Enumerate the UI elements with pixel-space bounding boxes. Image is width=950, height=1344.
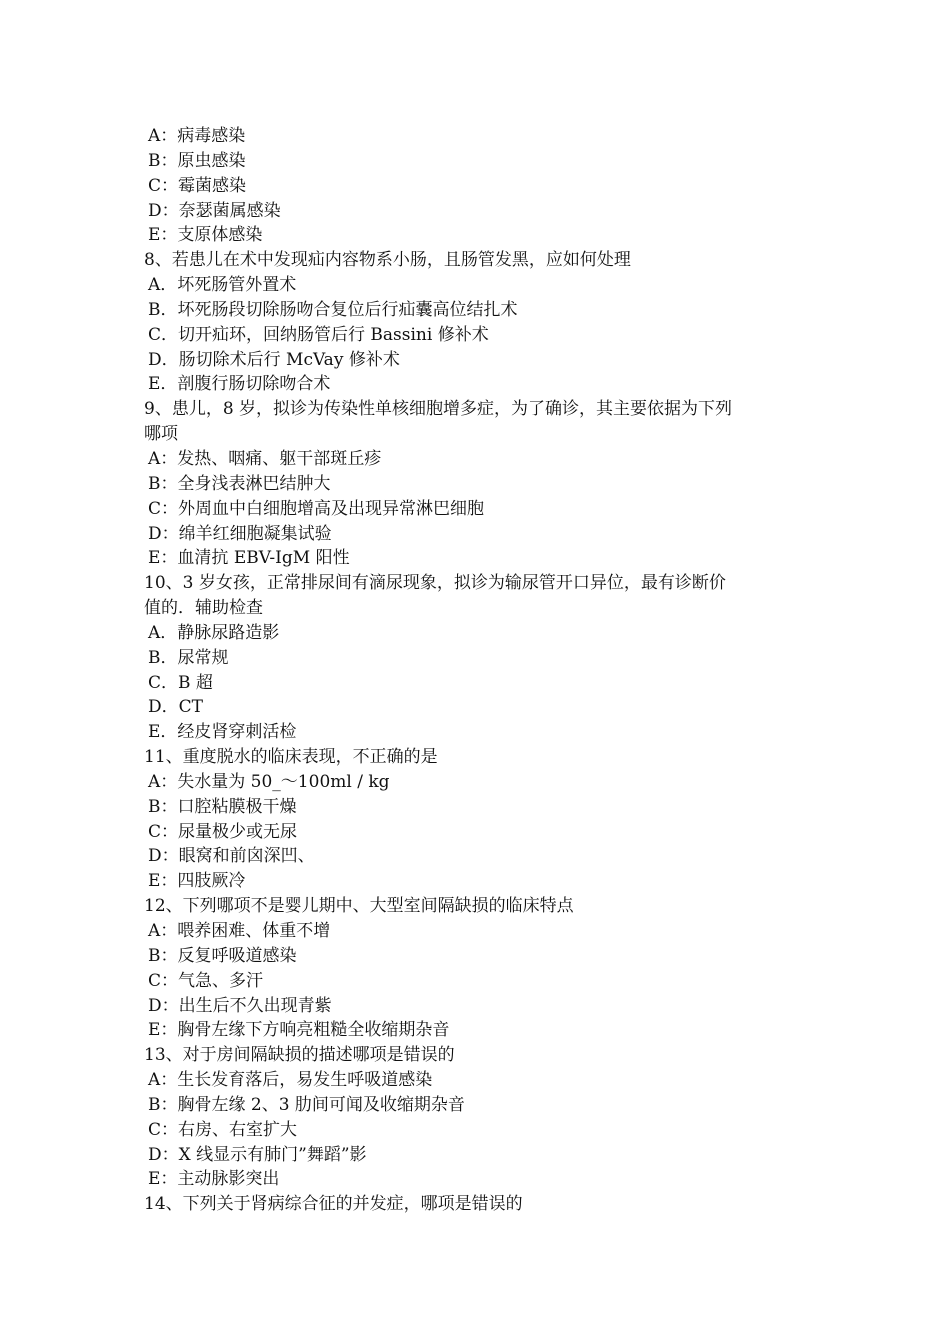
- answer-option: A：病毒感染: [148, 126, 246, 146]
- answer-option: C．切开疝环，回纳肠管后行 Bassini 修补术: [148, 324, 489, 345]
- question-text: 14、下列关于肾病综合征的并发症，哪项是错误的: [144, 1194, 523, 1215]
- answer-option: D：奈瑟菌属感染: [148, 200, 281, 221]
- answer-option: D．肠切除术后行 McVay 修补术: [148, 349, 400, 370]
- answer-option: B：原虫感染: [148, 150, 246, 171]
- answer-option: A：发热、咽痛、躯干部斑丘疹: [148, 448, 382, 469]
- question-text: 10、3 岁女孩，正常排尿间有滴尿现象，拟诊为输尿管开口异位，最有诊断价: [144, 573, 726, 594]
- answer-option: A．静脉尿路造影: [148, 622, 280, 643]
- answer-option: C．B 超: [148, 672, 213, 693]
- answer-option: B：反复呼吸道感染: [148, 945, 297, 966]
- answer-option: B：胸骨左缘 2、3 肋间可闻及收缩期杂音: [148, 1094, 465, 1115]
- answer-option: A：生长发育落后，易发生呼吸道感染: [148, 1070, 433, 1091]
- answer-option: E：四肢厥冷: [148, 871, 246, 892]
- answer-option: B：全身浅表淋巴结肿大: [148, 473, 331, 494]
- question-text: 9、患儿，8 岁，拟诊为传染性单核细胞增多症，为了确诊，其主要依据为下列: [144, 399, 733, 420]
- answer-option: C：霉菌感染: [148, 175, 247, 196]
- answer-option: C：尿量极少或无尿: [148, 821, 298, 842]
- question-text: 12、下列哪项不是婴儿期中、大型室间隔缺损的临床特点: [144, 896, 574, 917]
- answer-option: A：失水量为 50_～100ml / kg: [148, 771, 390, 792]
- answer-option: D．CT: [148, 697, 203, 718]
- answer-option: B．尿常规: [148, 647, 229, 668]
- answer-option: E：支原体感染: [148, 225, 263, 246]
- answer-option: E：胸骨左缘下方响亮粗糙全收缩期杂音: [148, 1020, 450, 1041]
- answer-option: C：外周血中白细胞增高及出现异常淋巴细胞: [148, 498, 485, 519]
- answer-option: A：喂养困难、体重不增: [148, 921, 331, 941]
- question-text: 13、对于房间隔缺损的描述哪项是错误的: [144, 1045, 455, 1066]
- answer-option: D：绵羊红细胞凝集试验: [148, 523, 332, 544]
- answer-option: E：主动脉影突出: [148, 1169, 280, 1190]
- answer-option: C：气急、多汗: [148, 970, 264, 991]
- answer-option: D：出生后不久出现青紫: [148, 995, 332, 1016]
- question-text: 值的．辅助检查: [144, 598, 263, 619]
- answer-option: D：X 线显示有肺门”舞蹈”影: [148, 1144, 367, 1165]
- question-text: 11、重度脱水的临床表现，不正确的是: [144, 747, 438, 768]
- question-text: 哪项: [144, 424, 178, 445]
- answer-option: D：眼窝和前囟深凹、: [148, 846, 315, 867]
- answer-option: B：口腔粘膜极干燥: [148, 796, 297, 817]
- answer-option: A．坏死肠管外置术: [148, 275, 297, 296]
- answer-option: E．剖腹行肠切除吻合术: [148, 374, 331, 395]
- answer-option: C：右房、右室扩大: [148, 1119, 298, 1140]
- answer-option: B．坏死肠段切除肠吻合复位后行疝囊高位结扎术: [148, 299, 518, 320]
- question-text: 8、若患儿在术中发现疝内容物系小肠，且肠管发黑，应如何处理: [144, 250, 631, 271]
- document-text: [144, 124, 816, 1217]
- answer-option: E．经皮肾穿刺活检: [148, 722, 297, 743]
- answer-option: E：血清抗 EBV-IgM 阳性: [148, 548, 350, 569]
